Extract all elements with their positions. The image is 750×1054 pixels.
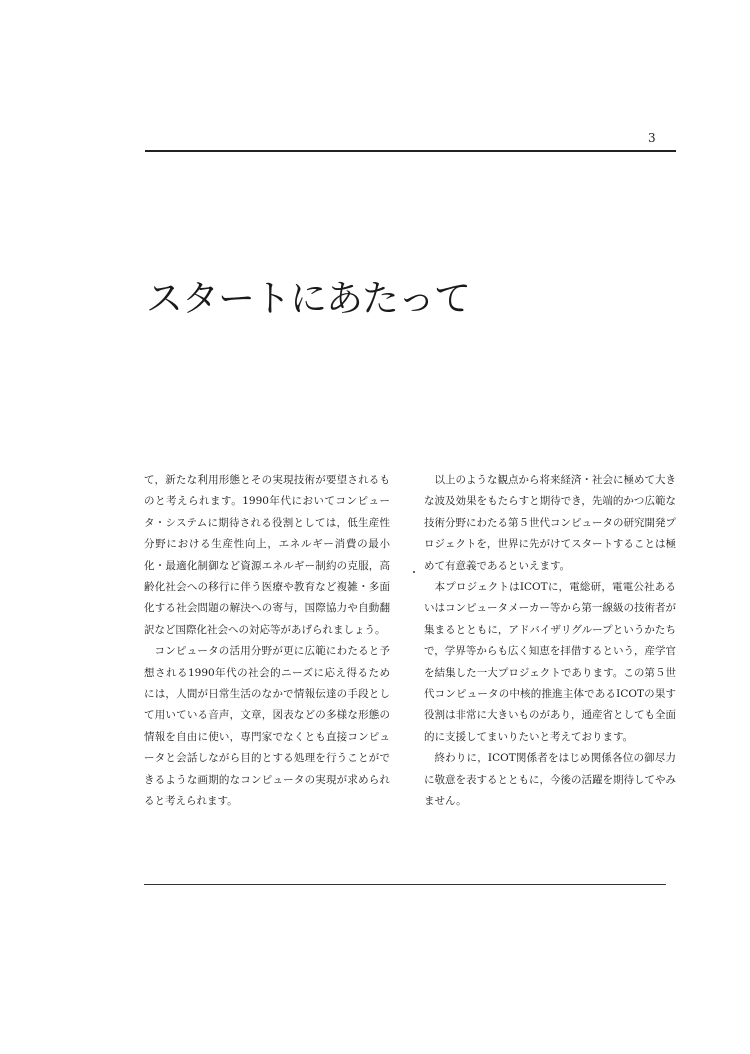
stray-dot (413, 571, 415, 573)
top-rule (145, 150, 676, 152)
left-column (144, 470, 390, 813)
left-paragraph-1: て，新たな利用形態とその実現技術が要望されるものと考えられます。1990年代においてコンピュータ・システムに期待される役割としては，低生産性分野における生産性向上，エネルギー消費の最小化・最適化制御など資源エネルギー制約の克服，高齢化社会への移行に伴う医療や教育など複雑・多面化する社会問題の解決への寄与，国際協力や自動翻訳など国際化社会への対応等があげられましょう。 (144, 474, 390, 636)
right-paragraph-2: 本プロジェクトはICOTに，電総研，電電公社あるいはコンピュータメーカー等から第一線級の技術者が集まるとともに，アドバイザリグループというかたちで，学界等からも広く知恵を拝借するという，産学官を結集した一大プロジェクトであります。この第５世代コンピュータの中核的推進主体であるICOTの果す役割は非常に大きいものがあり，通産省としても全面的に支援してまいりたいと考えております。 (424, 581, 676, 743)
page-title: スタートにあたって (146, 277, 470, 320)
right-paragraph-1: 以上のような観点から将来経済・社会に極めて大きな波及効果をもたらすと期待でき，先端的かつ広範な技術分野にわたる第５世代コンピュータの研究開発プロジェクトを，世界に先がけてスタートすることは極めて有意義であるといえます。 (424, 474, 676, 572)
bottom-rule (144, 884, 666, 885)
left-paragraph-2: コンピュータの活用分野が更に広範にわたると予想される1990年代の社会的ニーズに応え得るためには，人間が日常生活のなかで情報伝達の手段として用いている音声，文章，図表などの多様な形態の情報を自由に使い，専門家でなくとも直接コンピュータと会話しながら目的とする処理を行うことができるような画期的なコンピュータの実現が求められると考えられます。 (144, 645, 390, 808)
right-paragraph-3: 終わりに，ICOT関係者をはじめ関係各位の御尽力に敬意を表するとともに，今後の活躍を期待してやみません。 (424, 752, 676, 808)
page-number: 3 (648, 131, 656, 145)
right-column (424, 470, 676, 813)
